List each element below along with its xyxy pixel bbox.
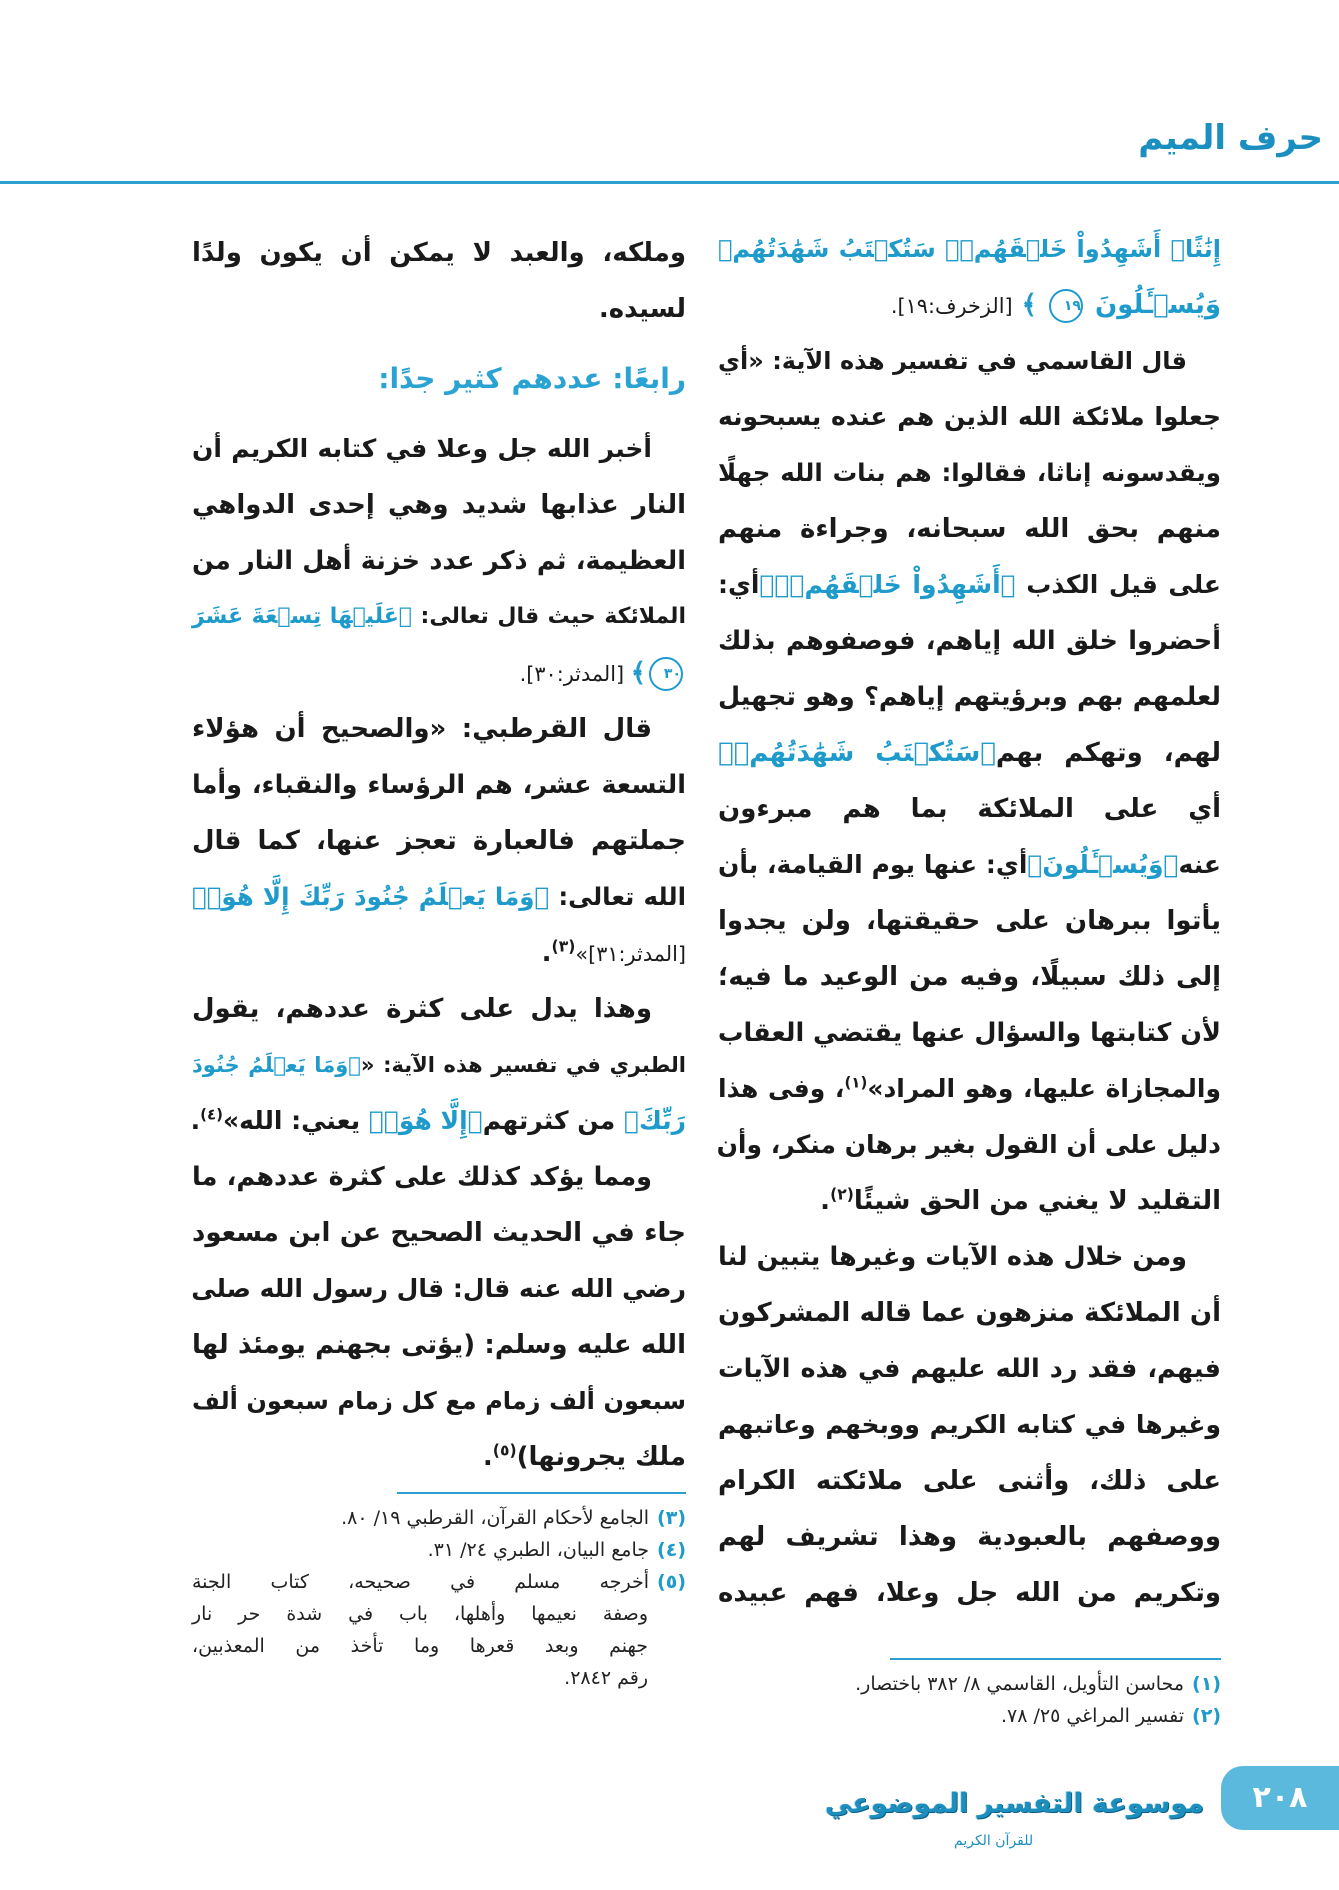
body-text: أخبر الله جل وعلا في كتابه الكريم أن	[192, 434, 652, 463]
body-text: من كثرتهم	[482, 1106, 624, 1135]
body-text: .	[482, 1442, 493, 1472]
verse-reference: [المدثر:٣٠].	[519, 662, 631, 686]
footnote-number: (٣)	[657, 1507, 686, 1529]
body-text: أي:	[718, 570, 760, 599]
footnote-text: أخرجه مسلم في صحيحه، كتاب الجنة	[192, 1571, 650, 1593]
text-line	[718, 1341, 1221, 1397]
text-line	[192, 225, 686, 281]
body-text: على قيل الكذب	[1015, 570, 1221, 599]
text-line	[718, 893, 1221, 949]
text-line	[718, 445, 1221, 501]
body-text: قال القاسمي في تفسير هذه الآية: «أي	[718, 347, 1187, 375]
quran-text: وَيُسۡـَٔلُونَ	[1095, 290, 1221, 320]
text-line	[718, 1285, 1221, 1341]
footnote-ref: (٥)	[492, 1441, 517, 1460]
footnote-divider	[397, 1492, 686, 1494]
text-line	[718, 1005, 1221, 1061]
text-line	[192, 281, 686, 337]
encyclopedia-logo	[824, 1778, 1204, 1867]
text-line	[192, 589, 686, 645]
text-line	[718, 333, 1221, 389]
quran-quote: ﴿إِلَّا هُوَۚ﴾	[368, 1106, 483, 1135]
footnote	[718, 1700, 1221, 1732]
text-line	[718, 669, 1221, 725]
footnote	[192, 1534, 686, 1566]
text-line	[718, 1061, 1221, 1117]
quran-quote: ﴿وَمَا يَعۡلَمُ جُنُودَ رَبِّكَ إِلَّا هُوَۚ﴾	[192, 882, 550, 911]
body-text: ومما يؤكد كذلك على كثرة عددهم، ما	[192, 1162, 652, 1192]
verse-number-marker: ١٩	[1049, 289, 1083, 323]
body-text: ومن خلال هذه الآيات وغيرها يتبين لنا	[718, 1242, 1187, 1272]
body-text: عنه	[1178, 850, 1221, 879]
body-text: يعني: الله»	[222, 1106, 369, 1135]
footnote-continuation	[192, 1630, 686, 1662]
body-text: وغيرها في كتابه الكريم ووبخهم وعاتبهم	[718, 1410, 1221, 1439]
verse-reference: [الزخرف:١٩].	[890, 294, 1013, 318]
footnote-ref: (٢)	[830, 1185, 854, 1204]
body-text: العظيمة، ثم ذكر عدد خزنة أهل النار من	[192, 546, 686, 576]
text-line	[192, 533, 686, 589]
body-text: يأتوا ببرهان على حقيقتها، ولن يجدوا	[718, 906, 1221, 936]
body-text: أي: عنها يوم القيامة، بأن	[718, 850, 1028, 879]
body-text: .	[190, 1106, 201, 1135]
body-text: على ذلك، وأثنى على ملائكته الكرام	[718, 1466, 1221, 1496]
right-footnotes	[718, 1668, 1221, 1732]
text-line	[718, 613, 1221, 669]
footnote-ref: (٣)	[551, 937, 576, 956]
quran-text: إِنَٰثًاۚ أَشَهِدُواْ خَلۡقَهُمۡۚ سَتُكۡتَبُ شَهَٰدَتُهُمۡ	[718, 235, 1221, 263]
text-line	[718, 1397, 1221, 1453]
footnote	[192, 1502, 686, 1534]
body-text: .	[820, 1186, 831, 1216]
body-text: لهم، وتهكم بهم	[995, 738, 1221, 768]
text-line	[192, 701, 686, 757]
body-text: التقليد لا يغني من الحق شيئًا	[853, 1186, 1221, 1216]
text-line	[192, 981, 686, 1037]
body-text: ويقدسونه إناثا، فقالوا: هم بنات الله جهلًا	[718, 458, 1221, 487]
verse-reference: [المدثر:٣١]»	[575, 942, 686, 966]
footnote-continuation	[192, 1598, 686, 1630]
body-text: منهم بحق الله سبحانه، وجراءة منهم	[718, 514, 1221, 544]
body-text: وملكه، والعبد لا يمكن أن يكون ولدًا	[192, 238, 686, 268]
body-text: جملتهم فالعبارة تعجز عنها، كما قال	[192, 826, 686, 856]
footnote	[192, 1566, 686, 1598]
hadith-text: ملك يجرونها)	[516, 1442, 686, 1472]
text-line	[192, 1149, 686, 1205]
text-line	[192, 645, 686, 701]
quran-quote: رَبِّكَ﴾	[623, 1106, 686, 1135]
text-line	[718, 501, 1221, 557]
body-text: لعلمهم بهم وبرؤيتهم إياهم؟ وهو تجهيل	[718, 682, 1221, 712]
text-line	[718, 781, 1221, 837]
body-text: دليل على أن القول بغير برهان منكر، وأن	[716, 1130, 1221, 1159]
text-line	[718, 557, 1221, 613]
text-line	[718, 1453, 1221, 1509]
text-line	[192, 1261, 686, 1317]
body-text: لسيده.	[598, 294, 686, 324]
body-text: جعلوا ملائكة الله الذين هم عنده يسبحونه	[718, 402, 1221, 431]
quran-quote: ﴿سَتُكۡتَبُ شَهَٰدَتُهُمۡ﴾	[718, 738, 996, 768]
text-line	[192, 1373, 686, 1429]
logo-title: موسوعة التفسير الموضوعي	[824, 1788, 1204, 1819]
text-line	[718, 1509, 1221, 1565]
logo-subtitle: للقرآن الكريم	[954, 1833, 1034, 1849]
text-line	[192, 925, 686, 981]
right-column	[718, 221, 1221, 1621]
left-column	[192, 225, 686, 1485]
text-line	[718, 389, 1221, 445]
verse-line	[718, 277, 1221, 333]
footnote-number: (٤)	[657, 1539, 686, 1561]
quran-quote: ﴿وَمَا يَعۡلَمُ جُنُودَ	[192, 1053, 361, 1077]
body-text: جاء في الحديث الصحيح عن ابن مسعود	[192, 1218, 686, 1248]
text-line	[192, 477, 686, 533]
section-heading: رابعًا: عددهم كثير جدًا:	[378, 362, 686, 395]
footnote	[718, 1668, 1221, 1700]
verse-number-marker: ٣٠	[649, 657, 683, 691]
footnote-divider	[890, 1658, 1221, 1660]
footnote-text: جهنم وبعد قعرها وما تأخذ من المعذبين،	[192, 1635, 648, 1657]
body-text: الملائكة حيث قال تعالى:	[412, 604, 686, 629]
body-text: النار عذابها شديد وهي إحدى الدواهي	[192, 490, 686, 520]
left-footnotes	[192, 1502, 686, 1694]
header-divider	[0, 181, 1339, 184]
body-text: الطبري في تفسير هذه الآية: «	[360, 1053, 686, 1077]
text-line	[718, 725, 1221, 781]
body-text: .	[541, 938, 552, 968]
text-line	[718, 1173, 1221, 1229]
text-line	[718, 837, 1221, 893]
footnote-text: محاسن التأويل، القاسمي ٨/ ٣٨٢ باختصار.	[855, 1673, 1185, 1695]
body-text: الله تعالى:	[549, 882, 686, 911]
body-text: والمجازاة عليها، وهو المراد»	[867, 1074, 1222, 1103]
verse-line	[718, 221, 1221, 277]
text-line	[192, 813, 686, 869]
body-text: التسعة عشر، هم الرؤساء والنقباء، وأما	[192, 770, 686, 800]
hadith-text: (يؤتى بجهنم يومئذ لها	[192, 1330, 476, 1360]
body-text: إلى ذلك سبيلًا، وفيه من الوعيد ما فيه؛	[718, 962, 1221, 992]
quran-quote: ﴿عَلَيۡهَا تِسۡعَةَ عَشَرَ	[192, 604, 412, 629]
hadith-text: سبعون ألف زمام مع كل زمام سبعون ألف	[192, 1387, 686, 1415]
quran-close-bracket: ﴾	[1021, 290, 1037, 320]
body-text: رضي الله عنه قال: قال رسول الله صلى	[191, 1274, 686, 1303]
body-text: قال القرطبي: «والصحيح أن هؤلاء	[192, 714, 652, 744]
footnote-number: (١)	[1192, 1673, 1221, 1695]
footnote-text: وصفة نعيمها وأهلها، باب في شدة حر نار	[192, 1603, 648, 1625]
text-line	[718, 1565, 1221, 1621]
text-line	[718, 1117, 1221, 1173]
chapter-title: حرف الميم	[1138, 118, 1323, 158]
footnote-text: جامع البيان، الطبري ٢٤/ ٣١.	[427, 1539, 650, 1561]
body-text: فيهم، فقد رد الله عليهم في هذه الآيات	[718, 1354, 1221, 1384]
footnote-text: الجامع لأحكام القرآن، القرطبي ١٩/ ٨٠.	[341, 1507, 650, 1529]
text-line	[192, 1429, 686, 1485]
text-line	[718, 949, 1221, 1005]
text-line	[192, 869, 686, 925]
text-line	[192, 1205, 686, 1261]
page-number: ٢٠٨	[1221, 1766, 1339, 1830]
text-line	[192, 1317, 686, 1373]
footnote-ref: (٤)	[200, 1105, 223, 1124]
footnote-number: (٢)	[1192, 1705, 1221, 1727]
footnote-text: تفسير المراغي ٢٥/ ٧٨.	[1000, 1705, 1185, 1727]
body-text: أي على الملائكة بما هم مبرءون	[718, 794, 1221, 824]
body-text: أحضروا خلق الله إياهم، فوصفوهم بذلك	[718, 626, 1221, 656]
body-text: وتكريم من الله جل وعلا، فهم عبيده	[718, 1578, 1221, 1608]
body-text: أن الملائكة منزهون عما قاله المشركون	[718, 1298, 1221, 1328]
footnote-text: رقم ٢٨٤٢.	[564, 1667, 648, 1689]
body-text: ووصفهم بالعبودية وهذا تشريف لهم	[718, 1522, 1221, 1552]
footnote-ref: (١)	[844, 1073, 868, 1092]
text-line	[192, 1093, 686, 1149]
footnote-continuation	[192, 1662, 686, 1694]
text-line	[718, 1229, 1221, 1285]
text-line	[192, 757, 686, 813]
body-text: الله عليه وسلم:	[475, 1330, 686, 1360]
text-line	[192, 421, 686, 477]
quran-quote: ﴿وَيُسۡـَٔلُونَ﴾	[1027, 850, 1179, 879]
footnote-number: (٥)	[657, 1571, 686, 1593]
quran-quote: ﴿أَشَهِدُواْ خَلۡقَهُمۡۚ﴾	[759, 570, 1016, 599]
quran-close-bracket: ﴾	[630, 658, 646, 688]
text-line	[192, 1037, 686, 1093]
body-text: وهذا يدل على كثرة عددهم، يقول	[192, 994, 652, 1024]
body-text: لأن كتابتها والسؤال عنها يقتضي العقاب	[717, 1018, 1221, 1048]
body-text: ، وفى هذا	[718, 1074, 845, 1103]
